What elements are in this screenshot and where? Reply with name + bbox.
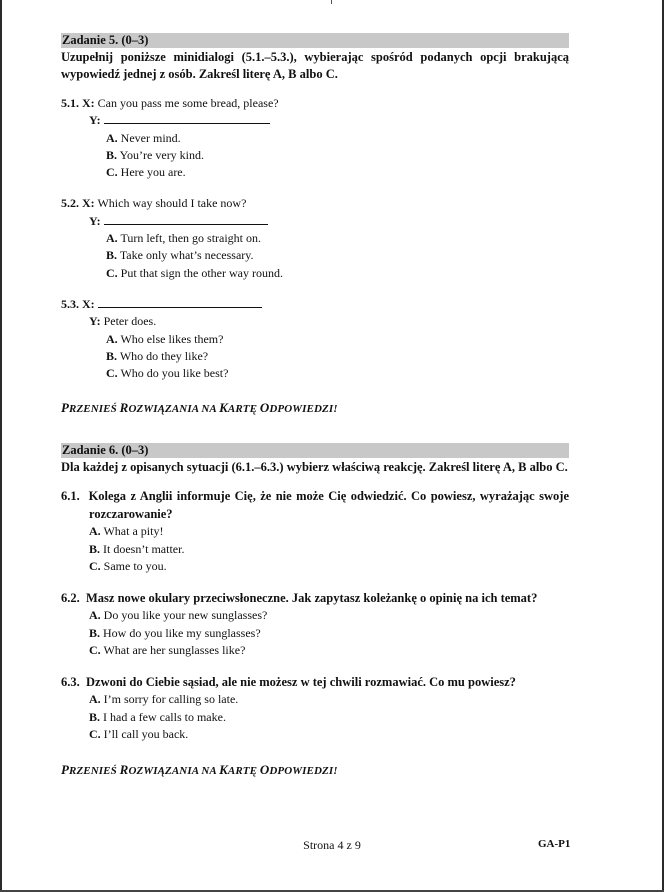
question-number: 5.2.: [61, 196, 79, 211]
situation-text: 6.1. Kolega z Anglii informuje Cię, że nie może Cię odwiedzić. Co powiesz, wyrażając swoje rozczarowanie?: [61, 489, 569, 521]
option-a[interactable]: A. Never mind.: [106, 130, 181, 145]
option-a[interactable]: A. I’m sorry for calling so late.: [89, 692, 239, 707]
question-number: 5.3.: [61, 296, 79, 311]
question-6-3: [61, 674, 569, 744]
option-a[interactable]: A. Turn left, then go straight on.: [106, 231, 262, 246]
option-b[interactable]: B. How do you like my sunglasses?: [89, 625, 261, 640]
x-utterance: Can you pass me some bread, please?: [97, 96, 279, 110]
exam-code: GA-P1: [538, 838, 571, 850]
question-5-2: [61, 195, 569, 281]
option-c[interactable]: C. Same to you.: [89, 559, 167, 574]
option-c[interactable]: C. Who do you like best?: [106, 366, 229, 381]
speaker-y: Y:: [89, 213, 101, 228]
option-b[interactable]: B. Take only what’s necessary.: [106, 248, 254, 263]
option-a[interactable]: A. What a pity!: [89, 524, 164, 539]
speaker-x: X:: [82, 296, 95, 311]
answer-blank[interactable]: [104, 112, 270, 124]
y-utterance: Peter does.: [103, 314, 157, 329]
option-a[interactable]: A. Do you like your new sunglasses?: [89, 608, 268, 623]
task6-header: Zadanie 6. (0–3): [61, 443, 569, 458]
transfer-notice: PRZENIEŚ ROZWIĄZANIA NA KARTĘ ODPOWIEDZI!: [61, 761, 338, 777]
question-5-3: [61, 296, 569, 382]
task5-instruction: Uzupełnij poniższe minidialogi (5.1.–5.3.), wybierając spośród podanych opcji brakującą wypowiedź jednej z osób. Zakreśl literę A, B albo C.: [61, 50, 569, 81]
top-center-mark: [331, 0, 332, 4]
answer-blank[interactable]: [104, 213, 268, 225]
task5-header: Zadanie 5. (0–3): [61, 33, 569, 48]
option-b[interactable]: B. Who do they like?: [106, 348, 209, 363]
speaker-y: Y:: [89, 113, 101, 128]
situation-text: 6.2. Masz nowe okulary przeciwsłoneczne. Jak zapytasz koleżankę o opinię na ich temat?: [61, 590, 538, 605]
option-c[interactable]: C. I’ll call you back.: [89, 727, 189, 742]
option-c[interactable]: C. Put that sign the other way round.: [106, 265, 283, 280]
speaker-y: Y:: [89, 314, 101, 329]
question-6-2: [61, 590, 569, 660]
speaker-x: X:: [82, 96, 95, 110]
question-6-1: [61, 488, 569, 576]
speaker-x: X:: [82, 196, 95, 211]
page-number: Strona 4 z 9: [303, 838, 361, 852]
option-c[interactable]: C. What are her sunglasses like?: [89, 643, 246, 658]
question-5-1: [61, 95, 569, 181]
option-a[interactable]: A. Who else likes them?: [106, 331, 224, 346]
option-b[interactable]: B. It doesn’t matter.: [89, 541, 185, 556]
x-utterance: Which way should I take now?: [97, 196, 247, 211]
option-b[interactable]: B. You’re very kind.: [106, 147, 205, 162]
situation-text: 6.3. Dzwoni do Ciebie sąsiad, ale nie możesz w tej chwili rozmawiać. Co mu powiesz?: [61, 674, 516, 689]
question-number: 5.1.: [61, 96, 79, 110]
page-edge-left: [0, 0, 2, 892]
answer-blank[interactable]: [98, 296, 262, 308]
task6-instruction: Dla każdej z opisanych sytuacji (6.1.–6.3.) wybierz właściwą reakcję. Zakreśl literę A, B albo C.: [61, 460, 568, 475]
option-b[interactable]: B. I had a few calls to make.: [89, 709, 226, 724]
option-c[interactable]: C. Here you are.: [106, 165, 186, 180]
page-content: [61, 33, 569, 778]
transfer-notice: PRZENIEŚ ROZWIĄZANIA NA KARTĘ ODPOWIEDZI!: [61, 400, 338, 416]
